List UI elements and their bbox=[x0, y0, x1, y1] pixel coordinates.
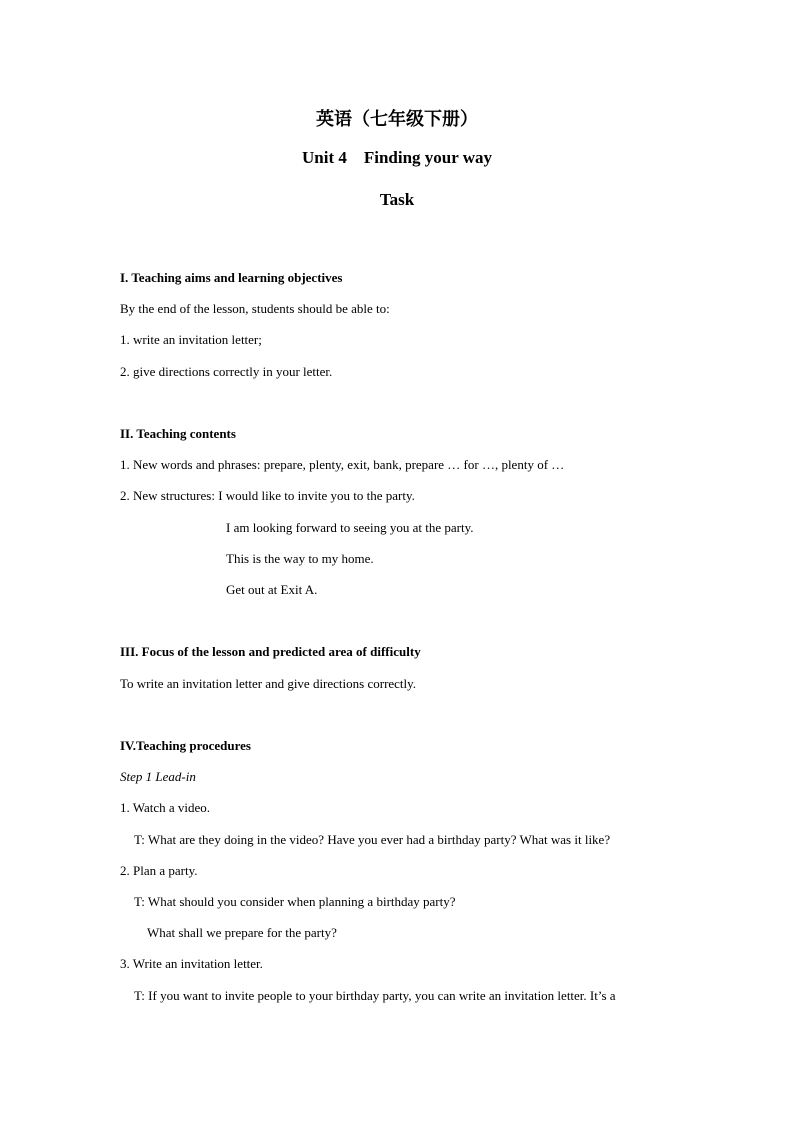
section-heading-aims: I. Teaching aims and learning objectives bbox=[120, 270, 343, 285]
procedure-item-1: 1. Watch a video. bbox=[120, 800, 211, 815]
lesson-title: Task bbox=[379, 190, 415, 209]
section-heading-contents: II. Teaching contents bbox=[120, 426, 236, 441]
procedure-item-2: 2. Plan a party. bbox=[120, 863, 198, 878]
procedure-item-1-teacher: T: What are they doing in the video? Have you ever had a birthday party? What was it like? bbox=[134, 832, 611, 847]
structure-line: This is the way to my home. bbox=[226, 551, 374, 566]
structure-line: I am looking forward to seeing you at the party. bbox=[226, 520, 474, 535]
contents-words: 1. New words and phrases: prepare, plenty, exit, bank, prepare … for …, plenty of … bbox=[120, 457, 565, 472]
aims-item-2: 2. give directions correctly in your letter. bbox=[120, 364, 333, 379]
document-subject-title: 英语（七年级下册） bbox=[316, 109, 478, 130]
step-1-title: Step 1 Lead-in bbox=[120, 769, 196, 784]
aims-item-1: 1. write an invitation letter; bbox=[120, 332, 262, 347]
procedure-item-2-teacher: T: What should you consider when planning a birthday party? bbox=[134, 894, 456, 909]
procedure-item-3: 3. Write an invitation letter. bbox=[120, 956, 263, 971]
procedure-item-3-teacher: T: If you want to invite people to your birthday party, you can write an invitation letter. It’s a bbox=[134, 988, 616, 1003]
unit-title: Unit 4 Finding your way bbox=[301, 148, 493, 167]
contents-structures: 2. New structures: I would like to invite you to the party. bbox=[120, 488, 415, 503]
focus-text: To write an invitation letter and give directions correctly. bbox=[120, 676, 417, 691]
section-heading-procedures: IV.Teaching procedures bbox=[120, 738, 251, 753]
section-heading-focus: III. Focus of the lesson and predicted area of difficulty bbox=[120, 644, 421, 659]
section-aims-intro: By the end of the lesson, students should be able to: bbox=[120, 301, 390, 316]
structure-line: Get out at Exit A. bbox=[226, 582, 318, 597]
procedure-item-2-teacher-cont: What shall we prepare for the party? bbox=[147, 925, 337, 940]
